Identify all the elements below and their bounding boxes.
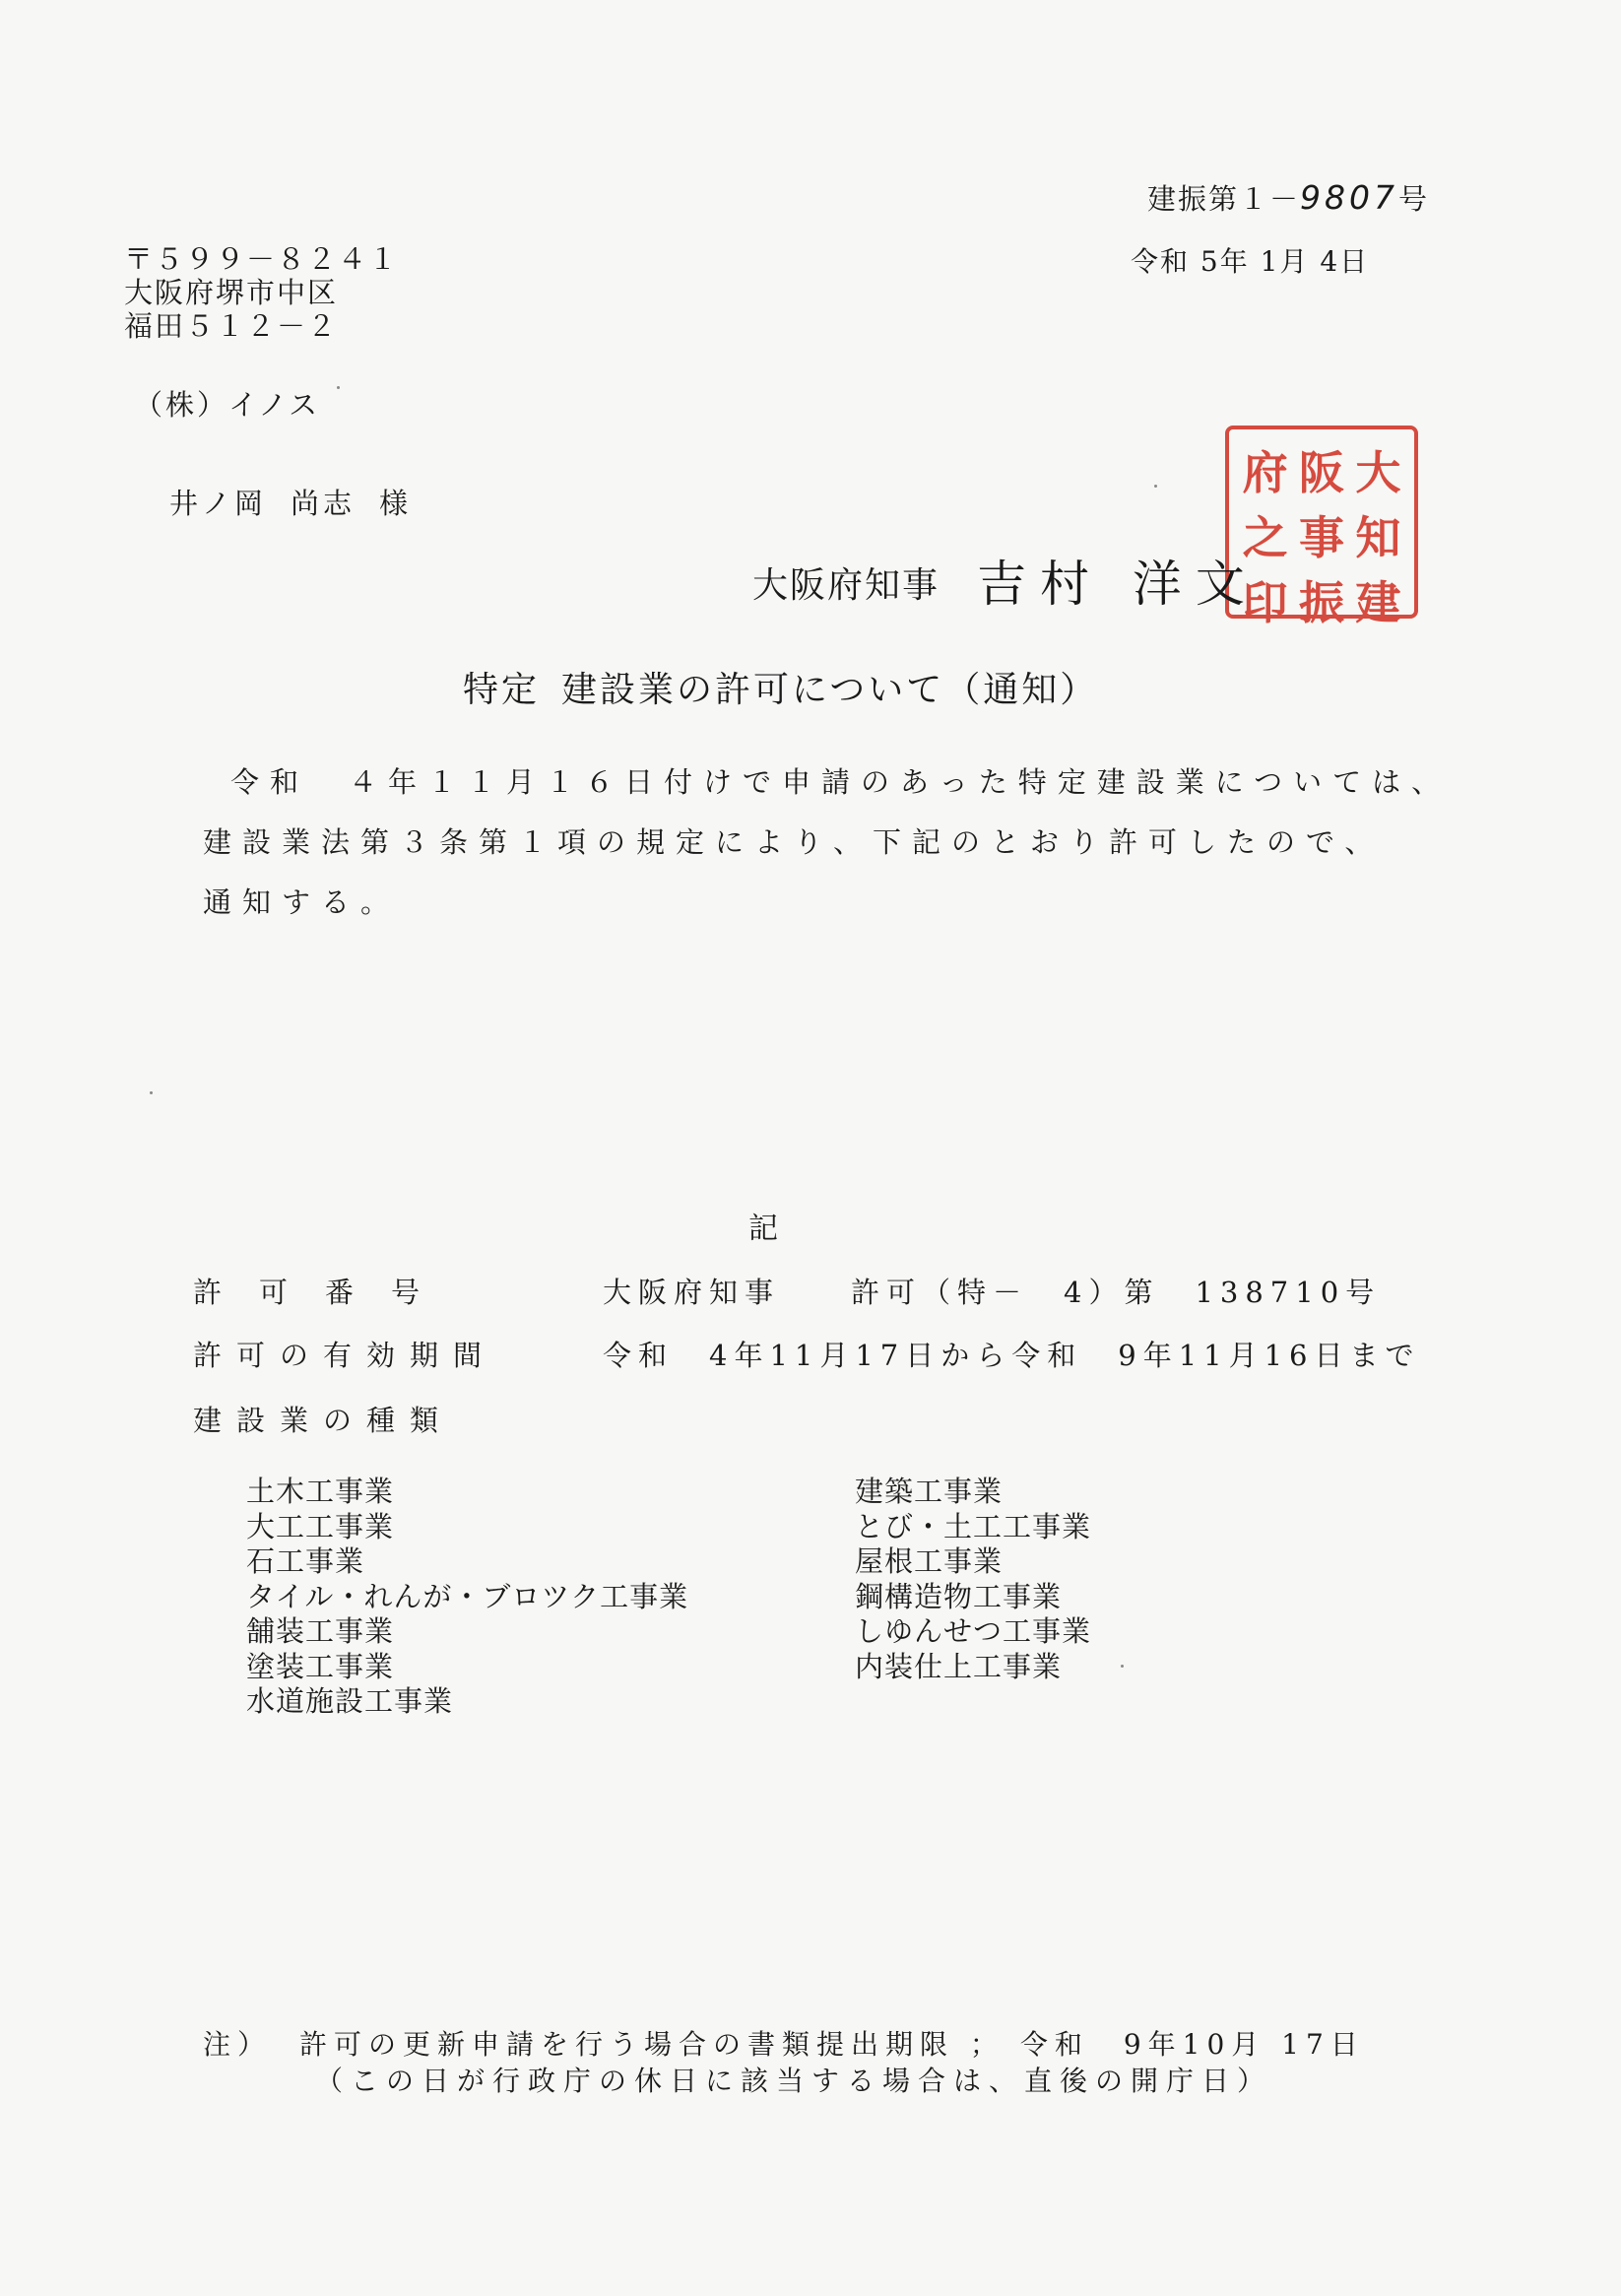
seal-glyph: 振 (1298, 576, 1344, 629)
list-item: 水道施設工事業 (246, 1684, 454, 1718)
issuer (752, 545, 1259, 616)
address-block (124, 242, 399, 343)
list-item: 建築工事業 (855, 1475, 1004, 1508)
scan-speck (337, 386, 340, 389)
address-line-1: 大阪府堺市中区 (124, 276, 339, 309)
note-line-1 (203, 2023, 1365, 2063)
seal-glyph: 知 (1355, 511, 1401, 564)
issuer-title: 大阪府知事 (752, 565, 940, 606)
validity-period-value: 令和 4年11月17日から令和 9年11月16日まで (603, 1339, 1421, 1372)
list-item: タイル・れんが・ブロツク工事業 (246, 1579, 689, 1613)
seal-glyph: 大 (1355, 446, 1401, 499)
body-line-2: 建設業法第３条第１項の規定により、下記のとおり許可したので、 (203, 825, 1385, 859)
scan-speck (1154, 485, 1157, 488)
list-item: 屋根工事業 (855, 1544, 1004, 1578)
list-item: しゆんせつ工事業 (855, 1614, 1092, 1648)
construction-types-left (246, 1475, 688, 1720)
body-line-3: 通知する。 (203, 886, 401, 919)
list-item: 鋼構造物工事業 (855, 1579, 1063, 1613)
recipient-given-name: 尚志 (291, 487, 357, 520)
address-line-2: 福田５１２－２ (124, 309, 339, 343)
validity-period-label: 許可の有効期間 (193, 1339, 497, 1372)
note-text-1: 許可の更新申請を行う場合の書類提出期限 ； 令和 9年10月 17日 (299, 2028, 1365, 2061)
scan-speck (150, 1091, 153, 1094)
ki-heading: 記 (748, 1212, 778, 1246)
issue-date: 令和 5年 1月 4日 (1131, 245, 1370, 278)
list-item: 内装仕上工事業 (855, 1649, 1063, 1683)
seal-glyph: 之 (1242, 511, 1288, 564)
list-item: 土木工事業 (246, 1475, 395, 1508)
doc-number-handwritten: 9807 (1300, 178, 1398, 217)
list-item: とび・土工工事業 (855, 1509, 1092, 1543)
note-lead: 注） (203, 2028, 273, 2061)
title-main: 建設業の許可について（通知） (561, 670, 1099, 710)
doc-number-suffix: 号 (1398, 182, 1430, 216)
recipient-surname: 井ノ岡 (169, 487, 268, 520)
issuer-name: 吉村 洋文 (977, 556, 1259, 613)
note-line-2: （この日が行政庁の休日に該当する場合は、直後の開庁日） (315, 2065, 1273, 2097)
seal-glyph: 事 (1298, 511, 1344, 564)
title-prefix: 特定 (463, 670, 541, 710)
scan-speck (1121, 1665, 1124, 1668)
seal-glyph: 建 (1355, 576, 1401, 629)
list-item: 大工工事業 (246, 1509, 395, 1543)
seal-glyph: 阪 (1298, 446, 1344, 499)
doc-number-prefix: 建振第１－ (1147, 182, 1301, 216)
body-line-1: 令和 ４年１１月１６日付けで申請のあった特定建設業については、 (230, 765, 1452, 799)
seal-glyph: 印 (1242, 576, 1288, 629)
list-item: 塗装工事業 (246, 1649, 395, 1683)
postal-code: 〒５９９－８２４１ (124, 242, 400, 276)
permit-number-value: 大阪府知事 許可（特－ 4）第 138710号 (603, 1276, 1382, 1309)
list-item: 石工事業 (246, 1544, 365, 1578)
permit-number-label: 許可番号 (193, 1276, 458, 1309)
construction-types-right (855, 1475, 1091, 1684)
document-number (1147, 177, 1429, 218)
construction-types-label: 建設業の種類 (193, 1404, 454, 1437)
recipient (169, 482, 435, 522)
seal-glyph: 府 (1242, 446, 1288, 499)
list-item: 舗装工事業 (246, 1614, 395, 1648)
company-name: （株）イノス (134, 388, 321, 422)
document-title (463, 662, 1098, 712)
recipient-honorific: 様 (379, 487, 413, 520)
